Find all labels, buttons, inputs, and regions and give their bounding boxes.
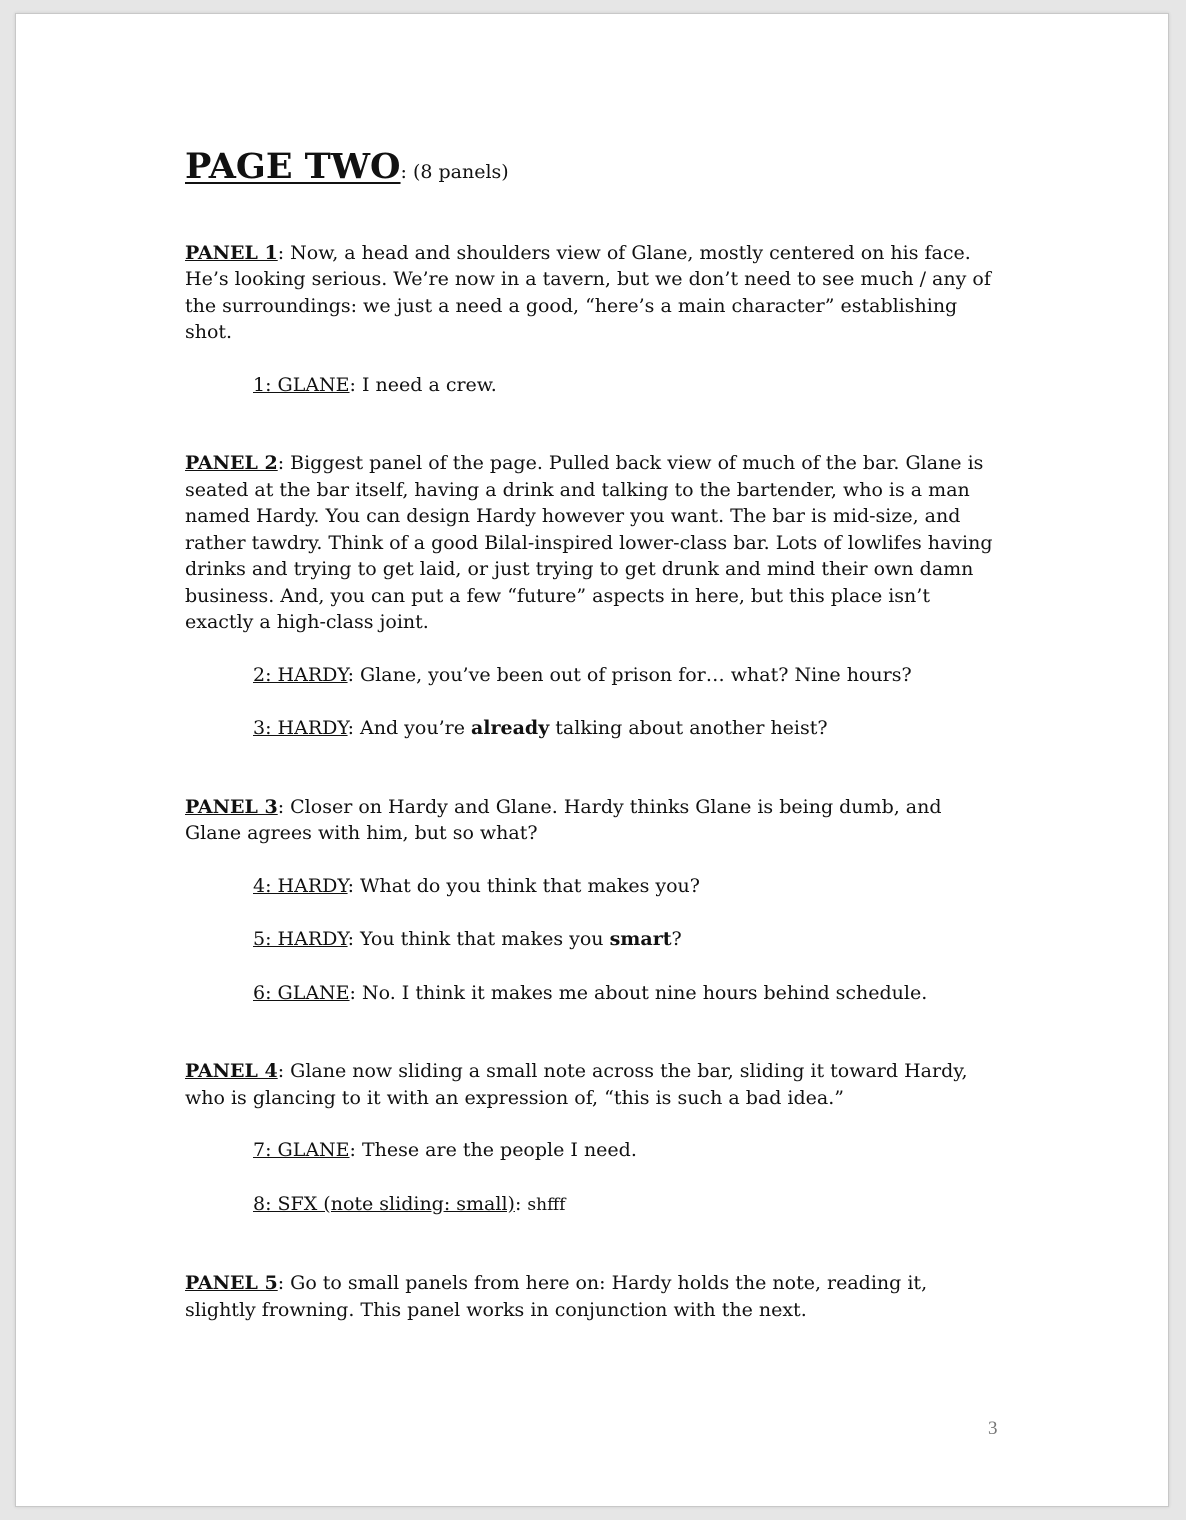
panel-label: PANEL 2 bbox=[185, 452, 278, 474]
dialogue-text: : These are the people I need. bbox=[349, 1139, 637, 1161]
dialogue-emphasis: already bbox=[470, 717, 550, 739]
dialogue-line bbox=[253, 1137, 1001, 1164]
dialogue-text: : I need a crew. bbox=[349, 373, 497, 396]
panel-label: PANEL 4 bbox=[185, 1060, 278, 1082]
panel-description-text: : Closer on Hardy and Glane. Hardy thinks Glane is being dumb, and Glane agrees with him, but so what? bbox=[185, 795, 942, 844]
speaker-label: 8: SFX (note sliding: small) bbox=[253, 1192, 515, 1215]
dialogue-line bbox=[253, 926, 1001, 953]
speaker-label: 5: HARDY bbox=[253, 928, 348, 950]
panel-description bbox=[185, 794, 1001, 847]
speaker-label: 6: GLANE bbox=[253, 981, 350, 1004]
panel-description bbox=[185, 1270, 1001, 1323]
speaker-label: 1: GLANE bbox=[253, 373, 350, 396]
panel-description bbox=[185, 1058, 1001, 1111]
panel-label: PANEL 5 bbox=[185, 1272, 278, 1294]
panel-description bbox=[185, 240, 1001, 346]
dialogue-line bbox=[253, 715, 1001, 742]
page-number: 3 bbox=[988, 1418, 998, 1439]
dialogue-text: : What do you think that makes you? bbox=[347, 874, 700, 897]
dialogue-text: : No. I think it makes me about nine hours behind schedule. bbox=[349, 981, 928, 1004]
panel-description-text: : Biggest panel of the page. Pulled back view of much of the bar. Glane is seated at the bar itself, having a drink and talking to the bartender, who is a man named Hardy. You can design Hardy however you want. The bar is mid-size, and rather tawdry. Think of a good Bilal-inspired lower-class bar. Lots of lowlifes having drinks and trying to get laid, or just trying to get drunk and mind their own damn business. And, you can put a few “future” aspects in here, but this place isn’t exactly a high-class joint. bbox=[185, 452, 993, 633]
speaker-label: 3: HARDY bbox=[253, 717, 348, 739]
dialogue-emphasis: smart bbox=[609, 928, 672, 950]
panel-count: : (8 panels) bbox=[400, 161, 509, 183]
dialogue-text: : You think that makes you bbox=[347, 928, 610, 950]
page-heading bbox=[185, 146, 1001, 187]
dialogue-line bbox=[253, 372, 1001, 399]
dialogue-line bbox=[253, 662, 1001, 689]
dialogue-line bbox=[253, 980, 1001, 1007]
panel-3 bbox=[185, 794, 1001, 1007]
sfx-text: shfff bbox=[527, 1194, 566, 1215]
panel-5 bbox=[185, 1270, 1001, 1323]
panel-label: PANEL 1 bbox=[185, 241, 278, 264]
panel-description-text: : Glane now sliding a small note across the bar, sliding it toward Hardy, who is glancing to it with an expression of, “this is such a bad idea.” bbox=[185, 1060, 968, 1109]
dialogue-text: : Glane, you’ve been out of prison for… what? Nine hours? bbox=[347, 663, 912, 686]
speaker-label: 2: HARDY bbox=[253, 663, 348, 686]
dialogue-line bbox=[253, 873, 1001, 900]
panel-description-text: : Go to small panels from here on: Hardy holds the note, reading it, slightly frowning. This panel works in conjunction with the next. bbox=[185, 1272, 928, 1321]
panel-label: PANEL 3 bbox=[185, 795, 278, 818]
panel-1 bbox=[185, 240, 1001, 399]
page-title: PAGE TWO bbox=[185, 146, 401, 187]
dialogue-text-after: talking about another heist? bbox=[549, 717, 828, 739]
panel-2 bbox=[185, 450, 1001, 742]
dialogue-text: : bbox=[514, 1192, 528, 1215]
panel-description bbox=[185, 450, 1001, 636]
document-page bbox=[15, 13, 1169, 1507]
panel-4 bbox=[185, 1058, 1001, 1218]
sfx-line bbox=[253, 1191, 1001, 1219]
dialogue-text-after: ? bbox=[671, 928, 682, 950]
speaker-label: 4: HARDY bbox=[253, 874, 348, 897]
speaker-label: 7: GLANE bbox=[253, 1139, 350, 1161]
script-content bbox=[185, 146, 1001, 1375]
panel-description-text: : Now, a head and shoulders view of Glane, mostly centered on his face. He’s looking serious. We’re now in a tavern, but we don’t need to see much / any of the surroundings: we just a need a good, “here’s a main character” establishing shot. bbox=[185, 241, 991, 343]
dialogue-text: : And you’re bbox=[347, 717, 471, 739]
